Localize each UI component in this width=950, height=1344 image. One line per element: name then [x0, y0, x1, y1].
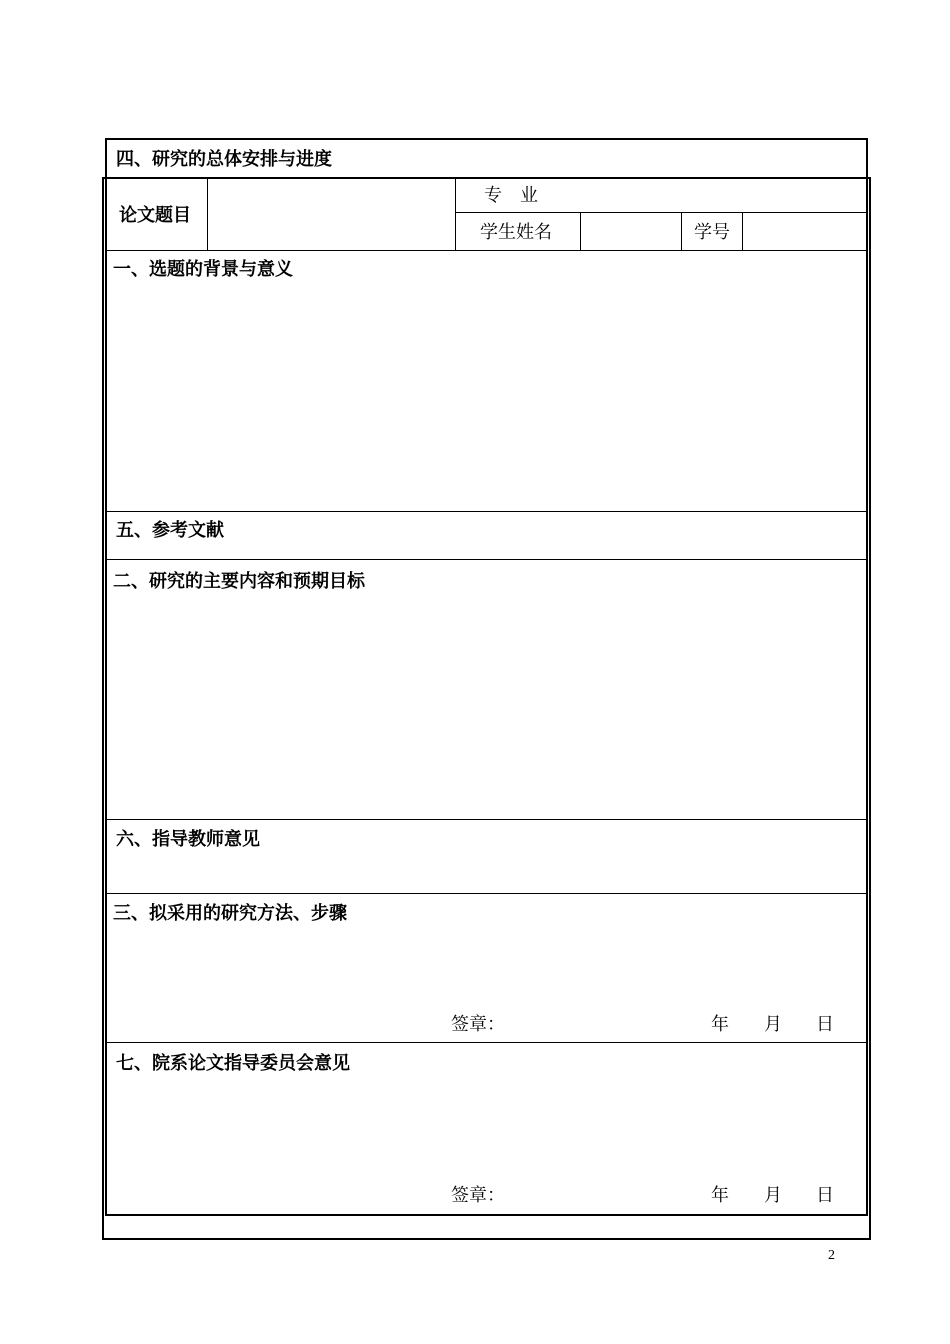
section1-content-area[interactable] [106, 284, 867, 510]
major-field[interactable] [560, 178, 867, 211]
section6-bottom-line [105, 893, 868, 894]
title-value-divider [455, 177, 456, 250]
date-year-label-2: 年 [711, 1185, 729, 1206]
section5-title: 五、参考文献 [116, 520, 224, 541]
section4-title: 四、研究的总体安排与进度 [116, 149, 332, 170]
section3-title: 三、拟采用的研究方法、步骤 [113, 903, 347, 924]
signature-label: 签章： [451, 1014, 505, 1035]
section2-title: 二、研究的主要内容和预期目标 [113, 571, 365, 592]
section1-title: 一、选题的背景与意义 [113, 259, 293, 280]
section2-bottom-line [105, 819, 868, 820]
date-month-label-2: 月 [764, 1185, 782, 1206]
section5-bottom-line [105, 559, 868, 560]
student-id-label: 学号 [694, 222, 730, 243]
section7-title: 七、院系论文指导委员会意见 [116, 1053, 350, 1074]
student-name-label: 学生姓名 [480, 222, 552, 243]
date-day-label-2: 日 [816, 1185, 834, 1206]
thesis-title-field[interactable] [208, 178, 454, 249]
signature-label-2: 签章： [451, 1185, 505, 1206]
thesis-title-label: 论文题目 [119, 205, 191, 226]
section2-content-area[interactable] [106, 596, 867, 818]
student-id-field[interactable] [743, 213, 867, 249]
section3-bottom-line [105, 1042, 868, 1043]
name-value-divider [681, 212, 682, 250]
header-bottom-line [105, 250, 868, 251]
date-day-label: 日 [816, 1014, 834, 1035]
date-year-label: 年 [711, 1014, 729, 1035]
page-number: 2 [828, 1248, 835, 1263]
major-label: 专 业 [484, 185, 538, 206]
student-name-field[interactable] [581, 213, 680, 249]
section1-bottom-line [105, 511, 868, 512]
section6-title: 六、指导教师意见 [116, 829, 260, 850]
date-month-label: 月 [764, 1014, 782, 1035]
